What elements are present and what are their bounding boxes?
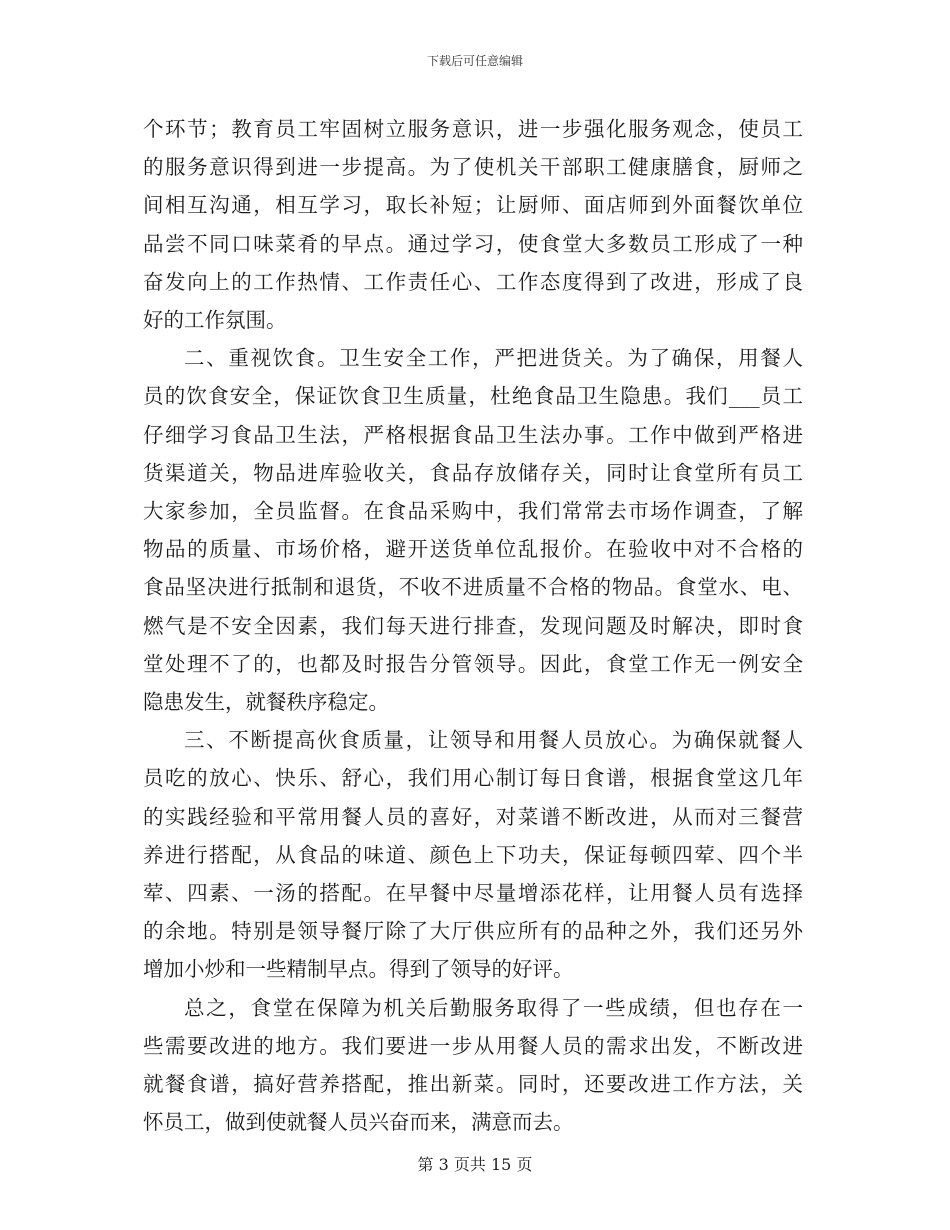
paragraph-line: 些需要改进的地方。我们要进一步从用餐人员的需求出发，不断改进 <box>143 1033 803 1058</box>
paragraph-line: 奋发向上的工作热情、工作责任心、工作态度得到了改进，形成了良 <box>143 269 803 294</box>
paragraph-line: 的余地。特别是领导餐厅除了大厅供应所有的品种之外，我们还另外 <box>143 919 803 944</box>
paragraph-line: 物品的质量、市场价格，避开送货单位乱报价。在验收中对不合格的 <box>143 537 803 562</box>
paragraph-line: 怀员工，做到使就餐人员兴奋而来，满意而去。 <box>143 1110 574 1135</box>
paragraph-line: 仔细学习食品卫生法，严格根据食品卫生法办事。工作中做到严格进 <box>143 422 803 447</box>
paragraph-4 <box>143 989 803 1142</box>
paragraph-3 <box>143 721 803 988</box>
paragraph-line: 的实践经验和平常用餐人员的喜好，对菜谱不断改进，从而对三餐营 <box>143 804 803 829</box>
paragraph-line: 间相互沟通，相互学习，取长补短；让厨师、面店师到外面餐饮单位 <box>143 193 803 218</box>
page-number-footer: 第 3 页共 15 页 <box>417 1155 533 1174</box>
paragraph-2 <box>143 339 803 721</box>
paragraph-line: 员吃的放心、快乐、舒心，我们用心制订每日食谱，根据食堂这几年 <box>143 766 803 791</box>
paragraph-line: 荤、四素、一汤的搭配。在早餐中尽量增添花样，让用餐人员有选择 <box>143 881 803 906</box>
paragraph-line: 就餐食谱，搞好营养搭配，推出新菜。同时，还要改进工作方法，关 <box>143 1072 803 1097</box>
paragraph-line: 三、不断提高伙食质量，让领导和用餐人员放心。为确保就餐人 <box>184 728 803 753</box>
paragraph-line: 隐患发生，就餐秩序稳定。 <box>143 690 389 715</box>
paragraph-line: 增加小炒和一些精制早点。得到了领导的好评。 <box>143 957 574 982</box>
paragraph-line: 总之，食堂在保障为机关后勤服务取得了一些成绩，但也存在一 <box>184 995 803 1020</box>
page-header: 下载后可任意编辑 <box>426 54 523 68</box>
paragraph-line: 堂处理不了的，也都及时报告分管领导。因此，食堂工作无一例安全 <box>143 651 803 676</box>
paragraph-line: 养进行搭配，从食品的味道、颜色上下功夫，保证每顿四荤、四个半 <box>143 842 803 867</box>
paragraph-line: 的服务意识得到进一步提高。为了使机关干部职工健康膳食，厨师之 <box>143 155 803 180</box>
paragraph-1 <box>143 110 803 339</box>
paragraph-line: 品尝不同口味菜肴的早点。通过学习，使食堂大多数员工形成了一种 <box>143 231 803 256</box>
paragraph-line: 好的工作氛围。 <box>143 308 287 333</box>
document-body <box>143 110 803 1141</box>
paragraph-line: 个环节；教育员工牢固树立服务意识，进一步强化服务观念，使员工 <box>143 117 803 141</box>
paragraph-line: 大家参加，全员监督。在食品采购中，我们常常去市场作调查，了解 <box>143 499 803 524</box>
paragraph-line: 员的饮食安全，保证饮食卫生质量，杜绝食品卫生隐患。我们___员工 <box>143 384 803 409</box>
paragraph-line: 二、重视饮食。卫生安全工作，严把进货关。为了确保，用餐人 <box>184 346 803 371</box>
paragraph-line: 货渠道关，物品进库验收关，食品存放储存关，同时让食堂所有员工 <box>143 460 803 485</box>
paragraph-line: 燃气是不安全因素，我们每天进行排查，发现问题及时解决，即时食 <box>143 613 803 638</box>
paragraph-line: 食品坚决进行抵制和退货，不收不进质量不合格的物品。食堂水、电、 <box>143 575 803 600</box>
